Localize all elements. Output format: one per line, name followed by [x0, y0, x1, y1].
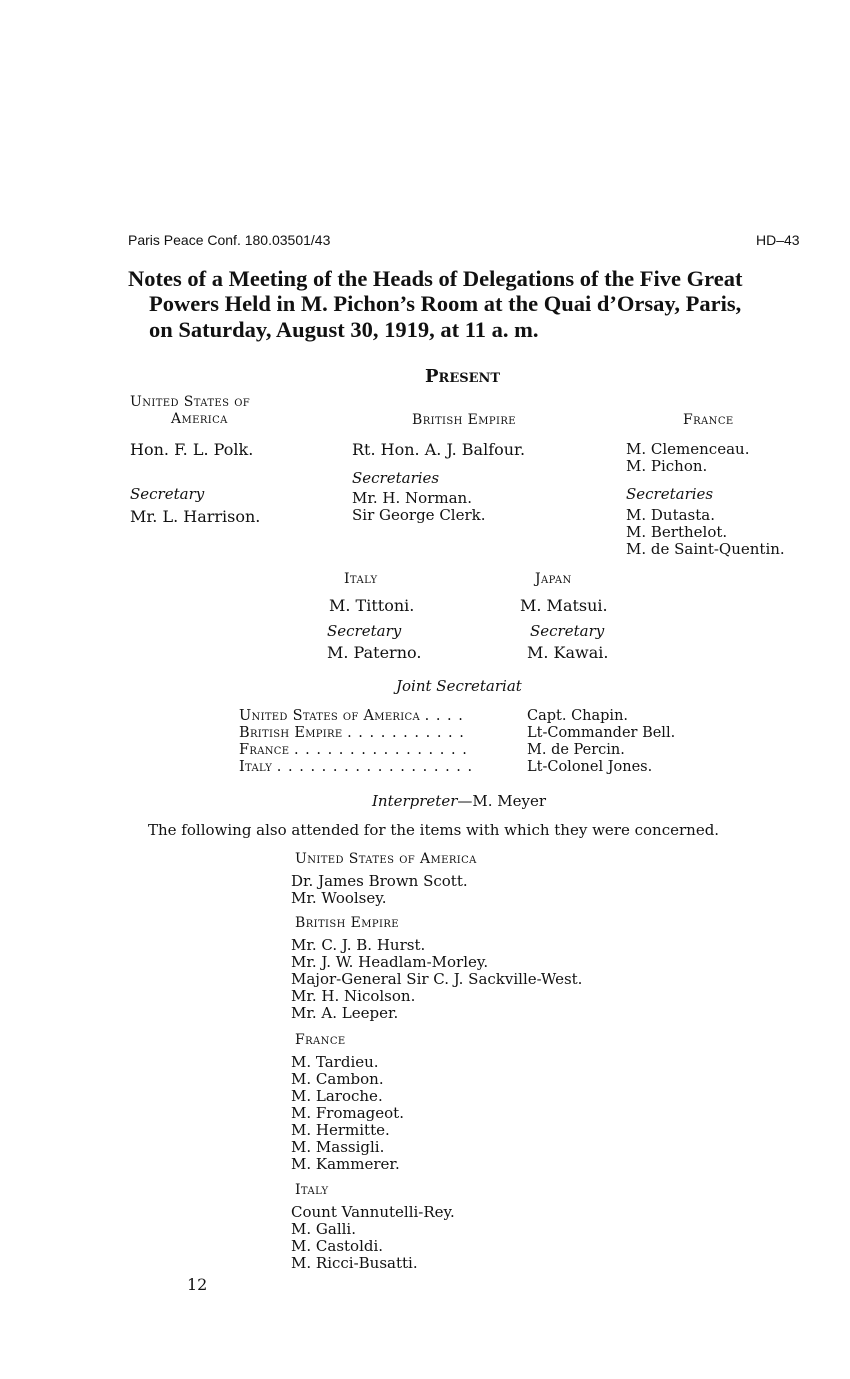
interpreter-line	[372, 792, 546, 810]
usa-secretary: Mr. L. Harrison.	[130, 507, 261, 526]
title-line-2: Powers Held in M. Pichon’s Room at the Quai d’Orsay, Paris,	[149, 291, 742, 316]
france-secretary-label: Secretaries	[626, 485, 714, 503]
attendee-name: Count Vannutelli-Rey.	[291, 1203, 455, 1221]
usa-heading-line-1: United States of	[130, 394, 251, 410]
attendee-name: Mr. Woolsey.	[291, 889, 387, 907]
attendee-name: M. Kammerer.	[291, 1155, 400, 1173]
france-secretaries	[626, 507, 785, 558]
attendees-usa-list	[291, 873, 468, 907]
attendees-italy-list	[291, 1204, 455, 1272]
attendee-name: M. Galli.	[291, 1220, 356, 1238]
joint-secretariat-row	[239, 759, 473, 775]
attendee-name: Dr. James Brown Scott.	[291, 872, 468, 890]
attendee-name: Major-General Sir C. J. Sackville-West.	[291, 970, 583, 988]
joint-secretariat-row	[239, 742, 468, 758]
italy-secretary-label: Secretary	[327, 622, 402, 640]
attendee-name: M. Castoldi.	[291, 1237, 384, 1255]
also-attended-note: The following also attended for the items with which they were concerned.	[148, 821, 720, 839]
document-id: HD–43	[756, 232, 800, 248]
france-secretary: M. Berthelot.	[626, 523, 728, 541]
british-secretary: Sir George Clerk.	[352, 506, 486, 524]
british-secretary: Mr. H. Norman.	[352, 489, 472, 507]
attendee-name: M. Cambon.	[291, 1070, 384, 1088]
attendee-name: M. Fromageot.	[291, 1104, 404, 1122]
title-line-3: on Saturday, August 30, 1919, at 11 a. m.	[149, 317, 539, 342]
title-line-1: Notes of a Meeting of the Heads of Delegations of the Five Great	[128, 266, 743, 291]
joint-country: France	[239, 742, 290, 758]
attendee-name: M. Massigli.	[291, 1138, 385, 1156]
attendees-usa-heading: United States of America	[295, 851, 477, 867]
joint-name: M. de Percin.	[527, 742, 625, 758]
attendees-british-heading: British Empire	[295, 915, 399, 931]
attendee-name: M. Tardieu.	[291, 1053, 379, 1071]
france-delegates	[626, 441, 749, 475]
france-secretary: M. de Saint-Quentin.	[626, 540, 785, 558]
attendee-name: Mr. H. Nicolson.	[291, 987, 416, 1005]
leader-dots: . . . . . . . . . . .	[347, 725, 465, 741]
japan-secretary-label: Secretary	[530, 622, 605, 640]
joint-country: Italy	[239, 759, 273, 775]
usa-secretary-label: Secretary	[130, 485, 205, 503]
joint-country: United States of America	[239, 708, 420, 724]
usa-heading-line-2: America	[171, 411, 228, 427]
italy-delegate: M. Tittoni.	[329, 596, 415, 615]
leader-dots: . . . .	[424, 708, 464, 724]
british-delegate: Rt. Hon. A. J. Balfour.	[352, 440, 526, 459]
attendee-name: M. Hermitte.	[291, 1121, 390, 1139]
attendees-france-heading: France	[295, 1032, 346, 1048]
interpreter-name: —M. Meyer	[457, 792, 547, 810]
joint-name: Capt. Chapin.	[527, 708, 629, 724]
interpreter-label: Interpreter	[372, 792, 458, 810]
attendees-british-list	[291, 937, 582, 1022]
japan-secretary: M. Kawai.	[527, 643, 609, 662]
attendee-name: M. Ricci-Busatti.	[291, 1254, 418, 1272]
british-secretary-label: Secretaries	[352, 469, 440, 487]
japan-heading: Japan	[535, 571, 572, 587]
italy-heading: Italy	[344, 571, 378, 587]
france-secretary: M. Dutasta.	[626, 506, 715, 524]
attendees-france-list	[291, 1054, 404, 1173]
document-reference: Paris Peace Conf. 180.03501/43	[128, 232, 331, 248]
france-heading: France	[683, 412, 734, 428]
japan-delegate: M. Matsui.	[520, 596, 608, 615]
joint-name: Lt-Commander Bell.	[527, 725, 676, 741]
joint-secretariat-heading: Joint Secretariat	[396, 677, 522, 695]
joint-secretariat-row	[239, 725, 465, 741]
usa-delegate: Hon. F. L. Polk.	[130, 440, 254, 459]
france-delegate: M. Clemenceau.	[626, 440, 750, 458]
italy-secretary: M. Paterno.	[327, 643, 422, 662]
joint-secretariat-row	[239, 708, 464, 724]
british-heading: British Empire	[412, 412, 516, 428]
joint-name: Lt-Colonel Jones.	[527, 759, 653, 775]
attendee-name: Mr. J. W. Headlam-Morley.	[291, 953, 489, 971]
joint-country: British Empire	[239, 725, 343, 741]
attendees-italy-heading: Italy	[295, 1182, 329, 1198]
attendee-name: Mr. A. Leeper.	[291, 1004, 399, 1022]
leader-dots: . . . . . . . . . . . . . . . . . .	[276, 759, 474, 775]
page-number: 12	[187, 1275, 208, 1294]
france-delegate: M. Pichon.	[626, 457, 708, 475]
british-secretaries	[352, 490, 486, 524]
attendee-name: M. Laroche.	[291, 1087, 383, 1105]
attendee-name: Mr. C. J. B. Hurst.	[291, 936, 426, 954]
present-heading: Present	[425, 366, 501, 387]
leader-dots: . . . . . . . . . . . . . . . .	[293, 742, 468, 758]
